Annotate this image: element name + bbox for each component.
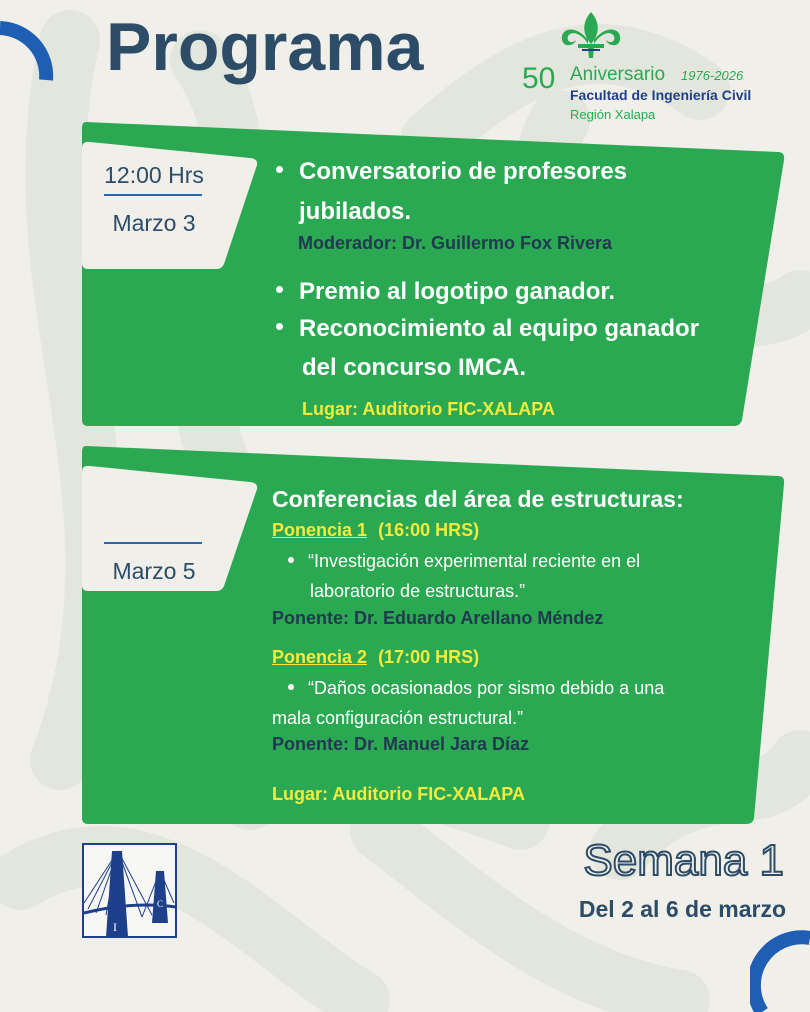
conference-heading: Conferencias del área de estructuras: [272,486,684,512]
talk-2-title-cont: mala configuración estructural.” [272,708,524,728]
week-label: Semana 1 [583,836,784,885]
moderator: Moderador: Dr. Guillermo Fox Rivera [298,233,613,253]
talk-1-title-cont: laboratorio de estructuras.” [310,581,526,601]
agenda-item-conversatorio: Conversatorio de profesores [276,154,627,190]
bullet-icon [276,286,283,293]
talk-2-title: “Daños ocasionados por sismo debido a una [288,673,664,703]
ic-bridge-logo [82,843,177,938]
bullet-icon [276,166,283,173]
agenda-item-premio: Premio al logotipo ganador. [276,274,615,310]
talk-2-speaker: Ponente: Dr. Manuel Jara Díaz [272,734,530,754]
event-card-march-3 [82,122,785,427]
event-date: Marzo 5 [112,558,196,584]
date-range: Del 2 al 6 de marzo [578,896,786,922]
bullet-icon [276,323,283,330]
talk-1-header [272,520,479,541]
top-left-arc [0,18,60,88]
logo-aniversario: Aniversario [570,64,666,85]
talk-2-label: Ponencia 2 [272,647,368,667]
talk-1-speaker: Ponente: Dr. Eduardo Arellano Méndez [272,608,604,628]
agenda-item-conversatorio-cont: jubilados. [299,198,412,225]
bullet-icon [288,684,294,690]
talk-2-header [272,647,479,668]
event-date: Marzo 3 [112,210,196,236]
event-location: Lugar: Auditorio FIC-XALAPA [272,784,525,804]
agenda-item-reconocimiento: Reconocimiento al equipo ganador [276,311,699,347]
page-title: Programa [106,9,424,85]
logo-number: 50 [522,62,556,95]
bottom-right-arc [750,928,810,1012]
svg-text:I: I [113,920,117,934]
logo-facultad: Facultad de Ingeniería Civil [570,87,752,103]
talk-1-label: Ponencia 1 [272,520,368,540]
logo-region: Región Xalapa [570,107,656,122]
logo-years: 1976-2026 [681,68,744,83]
talk-1-time: (16:00 HRS) [378,520,480,540]
event-time: 12:00 Hrs [104,162,204,188]
fleur-de-lis-icon [558,10,624,62]
date-divider [104,542,202,544]
agenda-item-reconocimiento-cont: del concurso IMCA. [302,354,527,381]
svg-text:C: C [156,899,164,909]
event-location: Lugar: Auditorio FIC-XALAPA [302,399,555,419]
bullet-icon [288,557,294,563]
talk-2-time: (17:00 HRS) [378,647,480,667]
date-divider [104,194,202,196]
anniversary-logo [520,10,780,125]
event-card-march-5 [82,446,785,826]
talk-1-title: “Investigación experimental reciente en el [288,546,640,576]
